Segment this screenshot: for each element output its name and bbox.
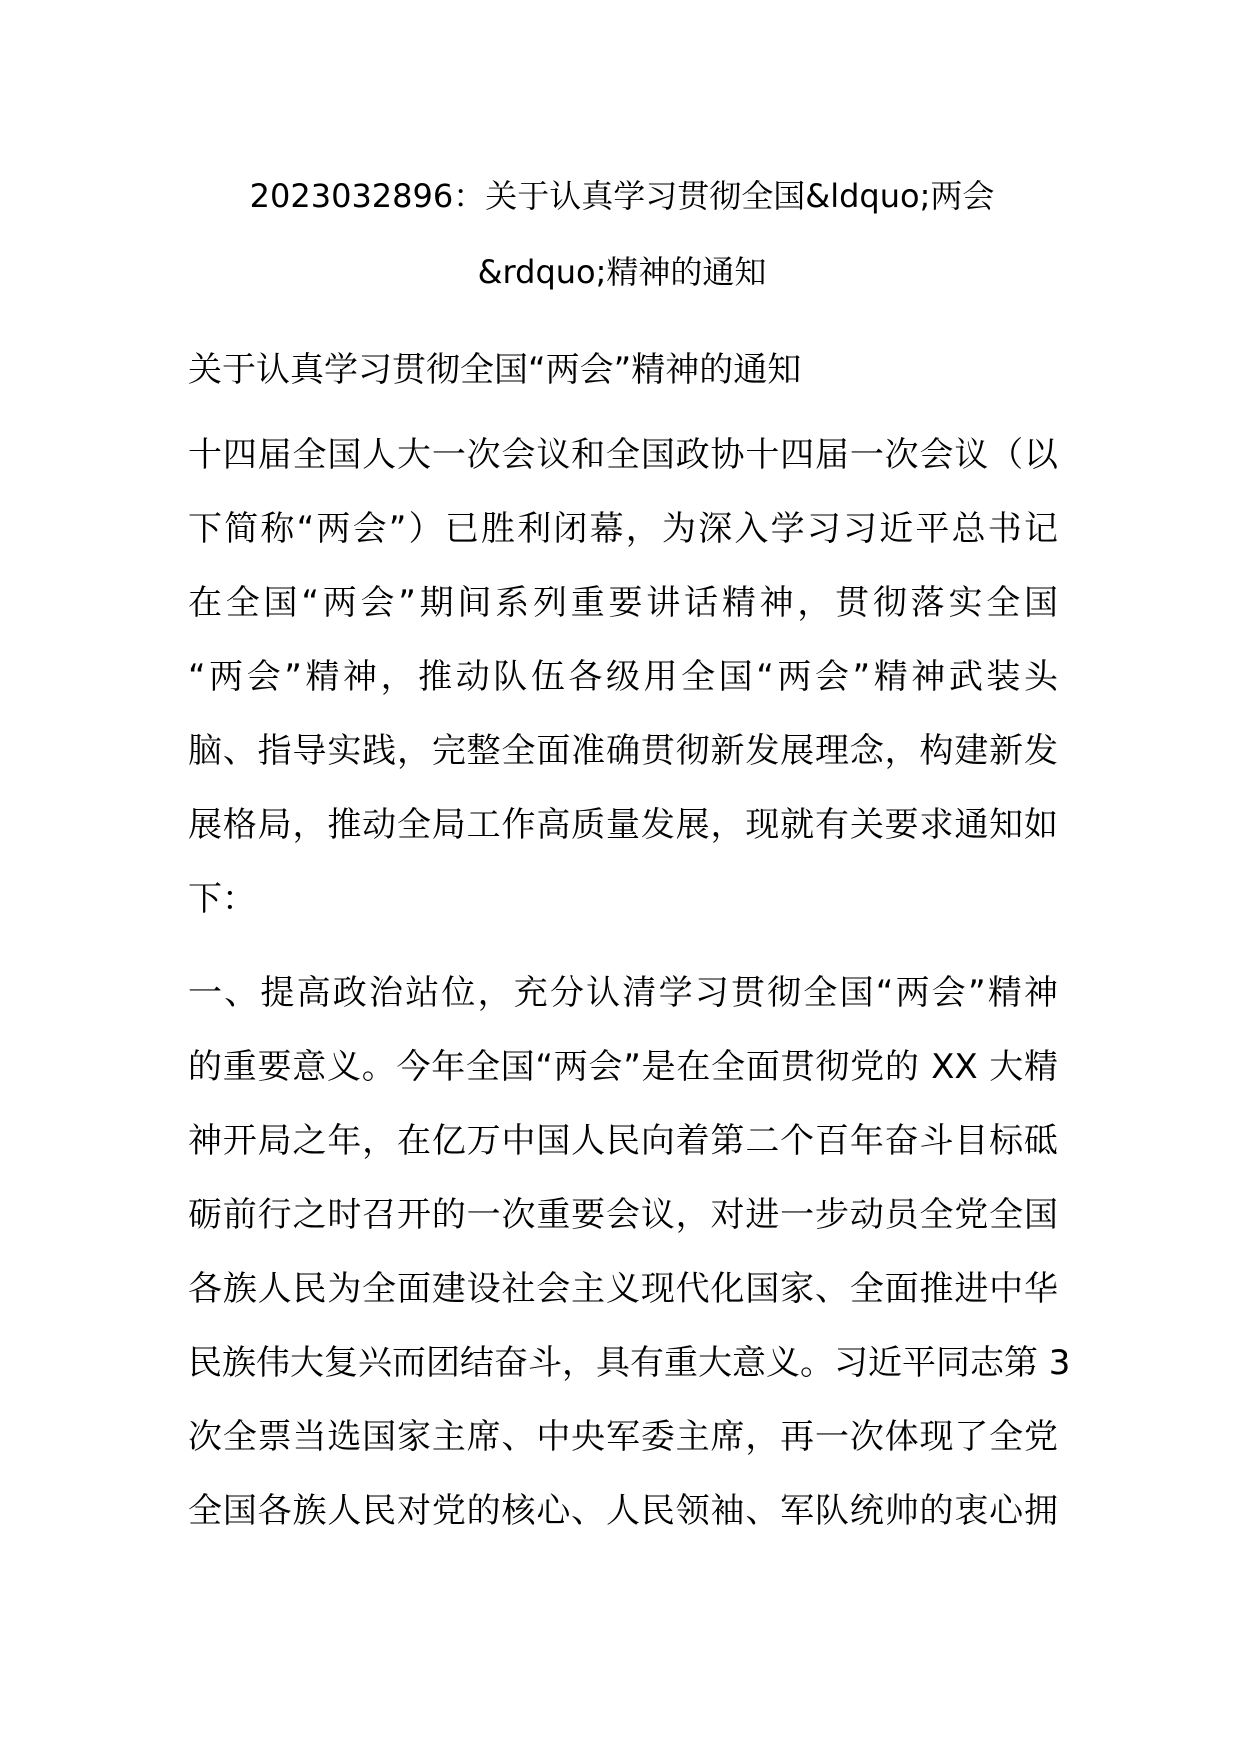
paragraph-line: 次全票当选国家主席、中央军委主席，再一次体现了全党 bbox=[188, 1417, 1058, 1457]
paragraph-line: 各族人民为全面建设社会主义现代化国家、全面推进中华 bbox=[188, 1269, 1058, 1309]
paragraph-line: 一、提高政治站位，充分认清学习贯彻全国“两会”精神 bbox=[188, 973, 1058, 1013]
notice-subheading: 关于认真学习贯彻全国“两会”精神的通知 bbox=[188, 350, 802, 390]
intro-paragraph bbox=[188, 418, 1058, 936]
paragraph-line: 脑、指导实践，完整全面准确贯彻新发展理念，构建新发 bbox=[188, 731, 1058, 771]
paragraph-line: 展格局，推动全局工作高质量发展，现就有关要求通知如 bbox=[188, 805, 1058, 845]
paragraph-line: 十四届全国人大一次会议和全国政协十四届一次会议（以 bbox=[188, 435, 1058, 475]
section-one-paragraph bbox=[188, 956, 1071, 1548]
paragraph-line: 民族伟大复兴而团结奋斗，具有重大意义。习近平同志第 3 bbox=[188, 1343, 1071, 1383]
paragraph-line: 在全国“两会”期间系列重要讲话精神，贯彻落实全国 bbox=[188, 583, 1058, 623]
paragraph-line: 下： bbox=[188, 879, 256, 919]
paragraph-line: 的重要意义。今年全国“两会”是在全面贯彻党的 XX 大精 bbox=[188, 1047, 1058, 1087]
document-title-line-1: 2023032896：关于认真学习贯彻全国&ldquo;两会 bbox=[249, 177, 995, 215]
paragraph-line: 砺前行之时召开的一次重要会议，对进一步动员全党全国 bbox=[188, 1195, 1058, 1235]
paragraph-line: 神开局之年，在亿万中国人民向着第二个百年奋斗目标砥 bbox=[188, 1121, 1058, 1161]
paragraph-line: “两会”精神，推动队伍各级用全国“两会”精神武装头 bbox=[188, 657, 1058, 697]
paragraph-line: 全国各族人民对党的核心、人民领袖、军队统帅的衷心拥 bbox=[188, 1491, 1058, 1531]
document-title-line-2: &rdquo;精神的通知 bbox=[477, 253, 767, 291]
paragraph-line: 下简称“两会”）已胜利闭幕，为深入学习习近平总书记 bbox=[188, 509, 1058, 549]
